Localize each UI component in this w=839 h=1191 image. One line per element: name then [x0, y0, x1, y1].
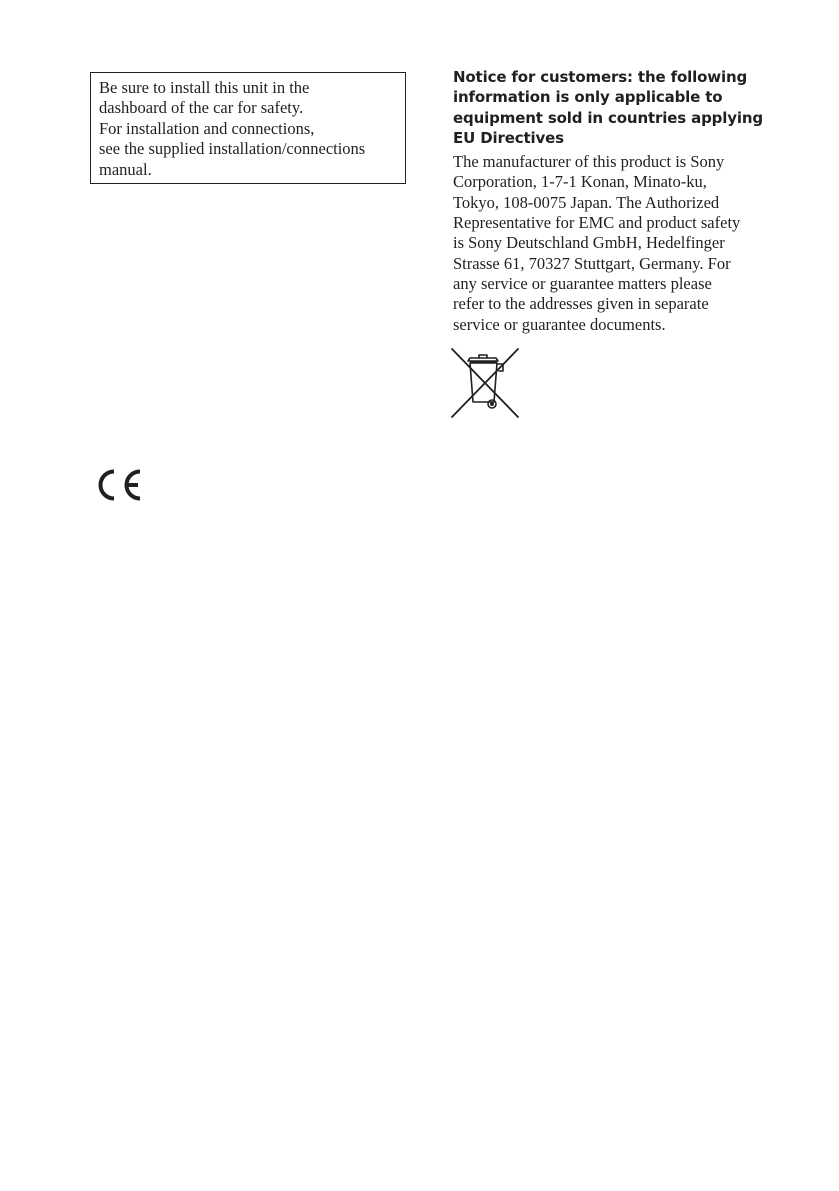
warning-line: see the supplied installation/connections — [99, 139, 366, 159]
body-line: refer to the addresses given in separate — [453, 294, 709, 314]
body-line: Corporation, 1-7-1 Konan, Minato-ku, — [453, 172, 707, 192]
eu-notice-body — [453, 152, 793, 335]
body-line: is Sony Deutschland GmbH, Hedelfinger — [453, 233, 725, 253]
body-line: any service or guarantee matters please — [453, 273, 712, 293]
body-line: Tokyo, 108-0075 Japan. The Authorized — [453, 192, 720, 212]
eu-notice-section — [453, 67, 793, 335]
warning-line: Be sure to install this unit in the — [99, 78, 310, 97]
body-line: Strasse 61, 70327 Stuttgart, Germany. For — [453, 253, 731, 273]
warning-line: For installation and connections, — [99, 118, 315, 138]
body-line: Representative for EMC and product safety — [453, 213, 741, 233]
heading-line: equipment sold in countries applying — [453, 108, 763, 127]
heading-line: EU Directives — [453, 128, 564, 147]
heading-line: Notice for customers: the following — [453, 68, 748, 86]
ce-mark-icon — [92, 468, 142, 502]
body-line: The manufacturer of this product is Sony — [453, 152, 725, 172]
crossed-out-wheelie-bin-icon — [450, 347, 520, 419]
body-line: service or guarantee documents. — [453, 314, 666, 334]
eu-notice-heading — [453, 67, 793, 148]
installation-warning-box — [90, 72, 406, 184]
warning-line: manual. — [99, 159, 152, 179]
heading-line: information is only applicable to — [453, 88, 723, 107]
warning-line: dashboard of the car for safety. — [99, 98, 304, 118]
